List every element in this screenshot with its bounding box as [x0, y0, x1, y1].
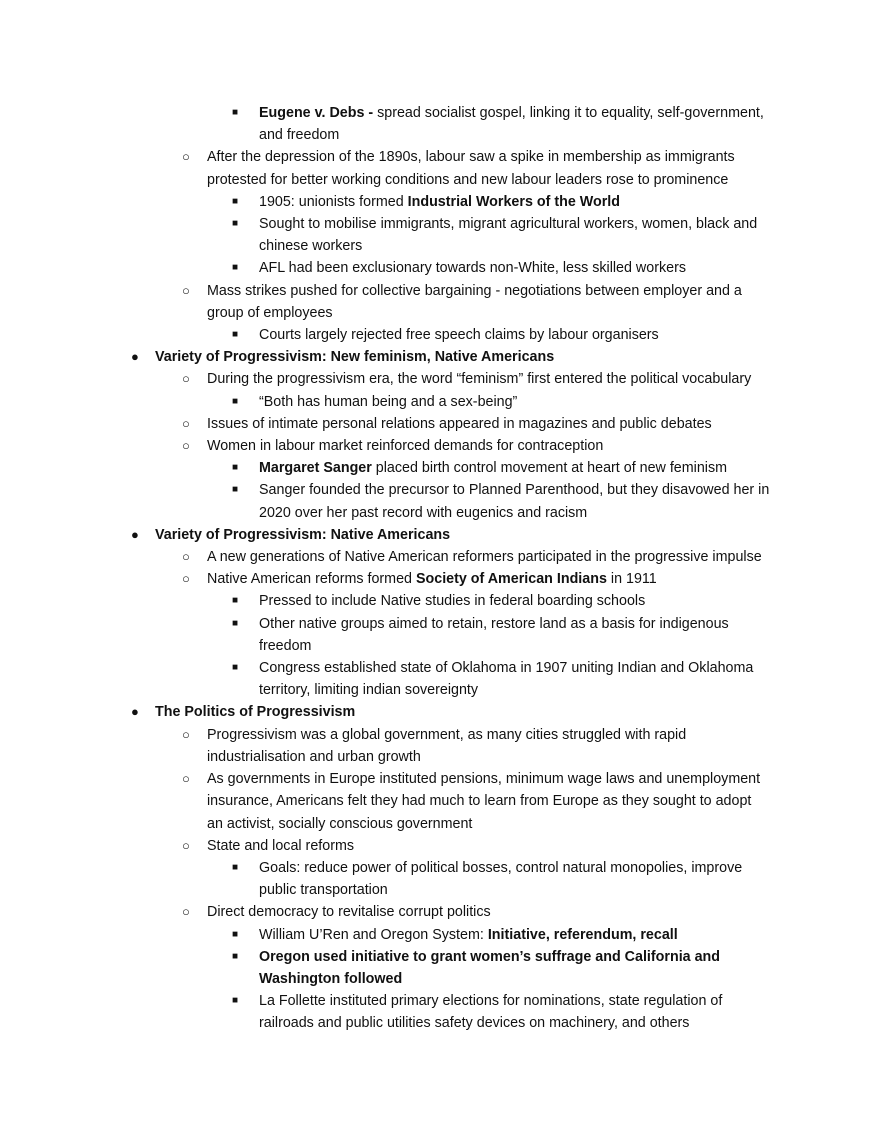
- outline-line: [0, 657, 880, 679]
- text-run: 2020 over her past record with eugenics and racism: [259, 504, 588, 521]
- outline-line: [0, 124, 880, 146]
- outline-line: [0, 568, 880, 590]
- outline-line: [0, 701, 880, 723]
- bullet-square-icon: ■: [232, 928, 239, 940]
- text-run: A new generations of Native American reformers participated in the progressive impulse: [207, 549, 762, 566]
- bullet-square-icon: ■: [232, 484, 239, 496]
- text-run: Sought to mobilise immigrants, migrant agricultural workers, women, black and: [259, 216, 758, 233]
- outline-line: [0, 391, 880, 413]
- text-run: and freedom: [259, 127, 340, 144]
- outline-line: [0, 946, 880, 968]
- text-run: During the progressivism era, the word “feminism” first entered the political vocabulary: [207, 371, 752, 388]
- outline-line: [0, 435, 880, 457]
- outline-line: [0, 1012, 880, 1034]
- bullet-square-icon: ■: [232, 950, 239, 962]
- bullet-square-icon: ■: [232, 662, 239, 674]
- bold-text: Eugene v. Debs -: [259, 105, 374, 121]
- bold-text: The Politics of Progressivism: [155, 704, 356, 721]
- bold-text: Margaret Sanger: [259, 460, 372, 477]
- outline-line: [0, 990, 880, 1012]
- text-run: group of employees: [207, 304, 333, 321]
- text-run: Mass strikes pushed for collective bargaining - negotiations between employer and a: [207, 282, 742, 299]
- text-run: La Follette instituted primary elections for nominations, state regulation of: [259, 993, 723, 1010]
- text-run: Issues of intimate personal relations appeared in magazines and public debates: [207, 415, 712, 432]
- bold-text: Oregon used initiative to grant women’s suffrage and California and: [259, 948, 721, 965]
- text-run: railroads and public utilities safety devices on machinery, and others: [259, 1015, 690, 1032]
- outline-line: [0, 613, 880, 635]
- bullet-square-icon: ■: [232, 195, 239, 207]
- outline-line: [0, 457, 880, 479]
- document-body: [0, 102, 880, 1035]
- outline-line: [0, 790, 880, 812]
- text-run: Congress established state of Oklahoma in 1907 uniting Indian and Oklahoma: [259, 660, 754, 677]
- outline-line: [0, 191, 880, 213]
- text-run: State and local reforms: [207, 837, 355, 854]
- bullet-dot-icon: ●: [131, 526, 139, 542]
- bullet-square-icon: ■: [232, 595, 239, 607]
- text-run: Direct democracy to revitalise corrupt politics: [207, 904, 491, 921]
- outline-line: [0, 835, 880, 857]
- bullet-circle-icon: ○: [182, 771, 190, 787]
- outline-line: [0, 324, 880, 346]
- text-run: an activist, socially conscious government: [207, 815, 473, 832]
- outline-line: [0, 302, 880, 324]
- outline-line: [0, 590, 880, 612]
- bullet-circle-icon: ○: [182, 371, 190, 387]
- outline-line: [0, 724, 880, 746]
- outline-line: [0, 280, 880, 302]
- outline-line: [0, 368, 880, 390]
- bullet-square-icon: ■: [232, 329, 239, 341]
- outline-line: [0, 213, 880, 235]
- bullet-square-icon: ■: [232, 995, 239, 1007]
- bullet-square-icon: ■: [232, 462, 239, 474]
- outline-line: [0, 768, 880, 790]
- outline-line: [0, 813, 880, 835]
- outline-line: [0, 346, 880, 368]
- bullet-circle-icon: ○: [182, 438, 190, 454]
- text-run: Sanger founded the precursor to Planned Parenthood, but they disavowed her in: [259, 482, 770, 499]
- bullet-dot-icon: ●: [131, 349, 139, 365]
- outline-line: [0, 857, 880, 879]
- outline-line: [0, 524, 880, 546]
- text-run: William U’Ren and Oregon System:: [259, 926, 488, 943]
- bullet-circle-icon: ○: [182, 149, 190, 165]
- text-run: placed birth control movement at heart of new feminism: [371, 460, 728, 477]
- text-run: public transportation: [259, 882, 388, 899]
- bullet-square-icon: ■: [232, 861, 239, 873]
- outline-line: [0, 146, 880, 168]
- bold-text: Washington followed: [259, 970, 403, 987]
- outline-line: [0, 479, 880, 501]
- outline-line: [0, 102, 880, 124]
- text-run: Other native groups aimed to retain, restore land as a basis for indigenous: [259, 615, 729, 632]
- text-run: insurance, Americans felt they had much to learn from Europe as they sought to adopt: [207, 793, 752, 810]
- outline-line: [0, 924, 880, 946]
- text-run: Progressivism was a global government, as many cities struggled with rapid: [207, 726, 687, 743]
- text-run: Goals: reduce power of political bosses, control natural monopolies, improve: [259, 859, 743, 876]
- bullet-square-icon: ■: [232, 107, 239, 118]
- text-run: After the depression of the 1890s, labour saw a spike in membership as immigrants: [207, 149, 735, 166]
- outline-line: [0, 502, 880, 524]
- text-run: Courts largely rejected free speech claims by labour organisers: [259, 327, 659, 344]
- outline-line: [0, 235, 880, 257]
- text-run: territory, limiting indian sovereignty: [259, 682, 479, 699]
- outline-line: [0, 257, 880, 279]
- text-run: spread socialist gospel, linking it to equality, self-government,: [373, 105, 764, 121]
- text-run: protested for better working conditions and new labour leaders rose to prominence: [207, 171, 729, 188]
- outline-line: [0, 968, 880, 990]
- bullet-square-icon: ■: [232, 218, 239, 230]
- bullet-circle-icon: ○: [182, 904, 190, 920]
- outline-line: [0, 879, 880, 901]
- bullet-square-icon: ■: [232, 395, 239, 407]
- bullet-square-icon: ■: [232, 262, 239, 274]
- text-run: As governments in Europe instituted pensions, minimum wage laws and unemployment: [207, 771, 761, 788]
- text-run: chinese workers: [259, 238, 363, 255]
- bold-text: Variety of Progressivism: New feminism, Native Americans: [155, 349, 555, 366]
- text-run: 1905: unionists formed: [259, 193, 408, 210]
- outline-line: [0, 679, 880, 701]
- bullet-dot-icon: ●: [131, 704, 139, 720]
- outline-line: [0, 746, 880, 768]
- outline-line: [0, 413, 880, 435]
- outline-line: [0, 546, 880, 568]
- bullet-circle-icon: ○: [182, 837, 190, 853]
- bullet-circle-icon: ○: [182, 571, 190, 587]
- bold-text: Initiative, referendum, recall: [487, 926, 678, 943]
- bold-text: Industrial Workers of the World: [407, 193, 620, 210]
- text-run: Pressed to include Native studies in federal boarding schools: [259, 593, 646, 610]
- outline-line: [0, 635, 880, 657]
- text-run: industrialisation and urban growth: [207, 748, 421, 765]
- text-run: Native American reforms formed: [207, 571, 416, 588]
- bullet-circle-icon: ○: [182, 726, 190, 742]
- bullet-square-icon: ■: [232, 617, 239, 629]
- text-run: “Both has human being and a sex-being”: [259, 393, 518, 410]
- bullet-circle-icon: ○: [182, 415, 190, 431]
- text-run: AFL had been exclusionary towards non-White, less skilled workers: [259, 260, 686, 277]
- outline-line: [0, 169, 880, 191]
- bullet-circle-icon: ○: [182, 282, 190, 298]
- bold-text: Society of American Indians: [415, 571, 607, 588]
- text-run: in 1911: [606, 571, 657, 588]
- bold-text: Variety of Progressivism: Native Americans: [155, 526, 451, 543]
- text-run: Women in labour market reinforced demands for contraception: [207, 438, 604, 455]
- outline-line: [0, 901, 880, 923]
- bullet-circle-icon: ○: [182, 549, 190, 565]
- text-run: freedom: [259, 637, 312, 654]
